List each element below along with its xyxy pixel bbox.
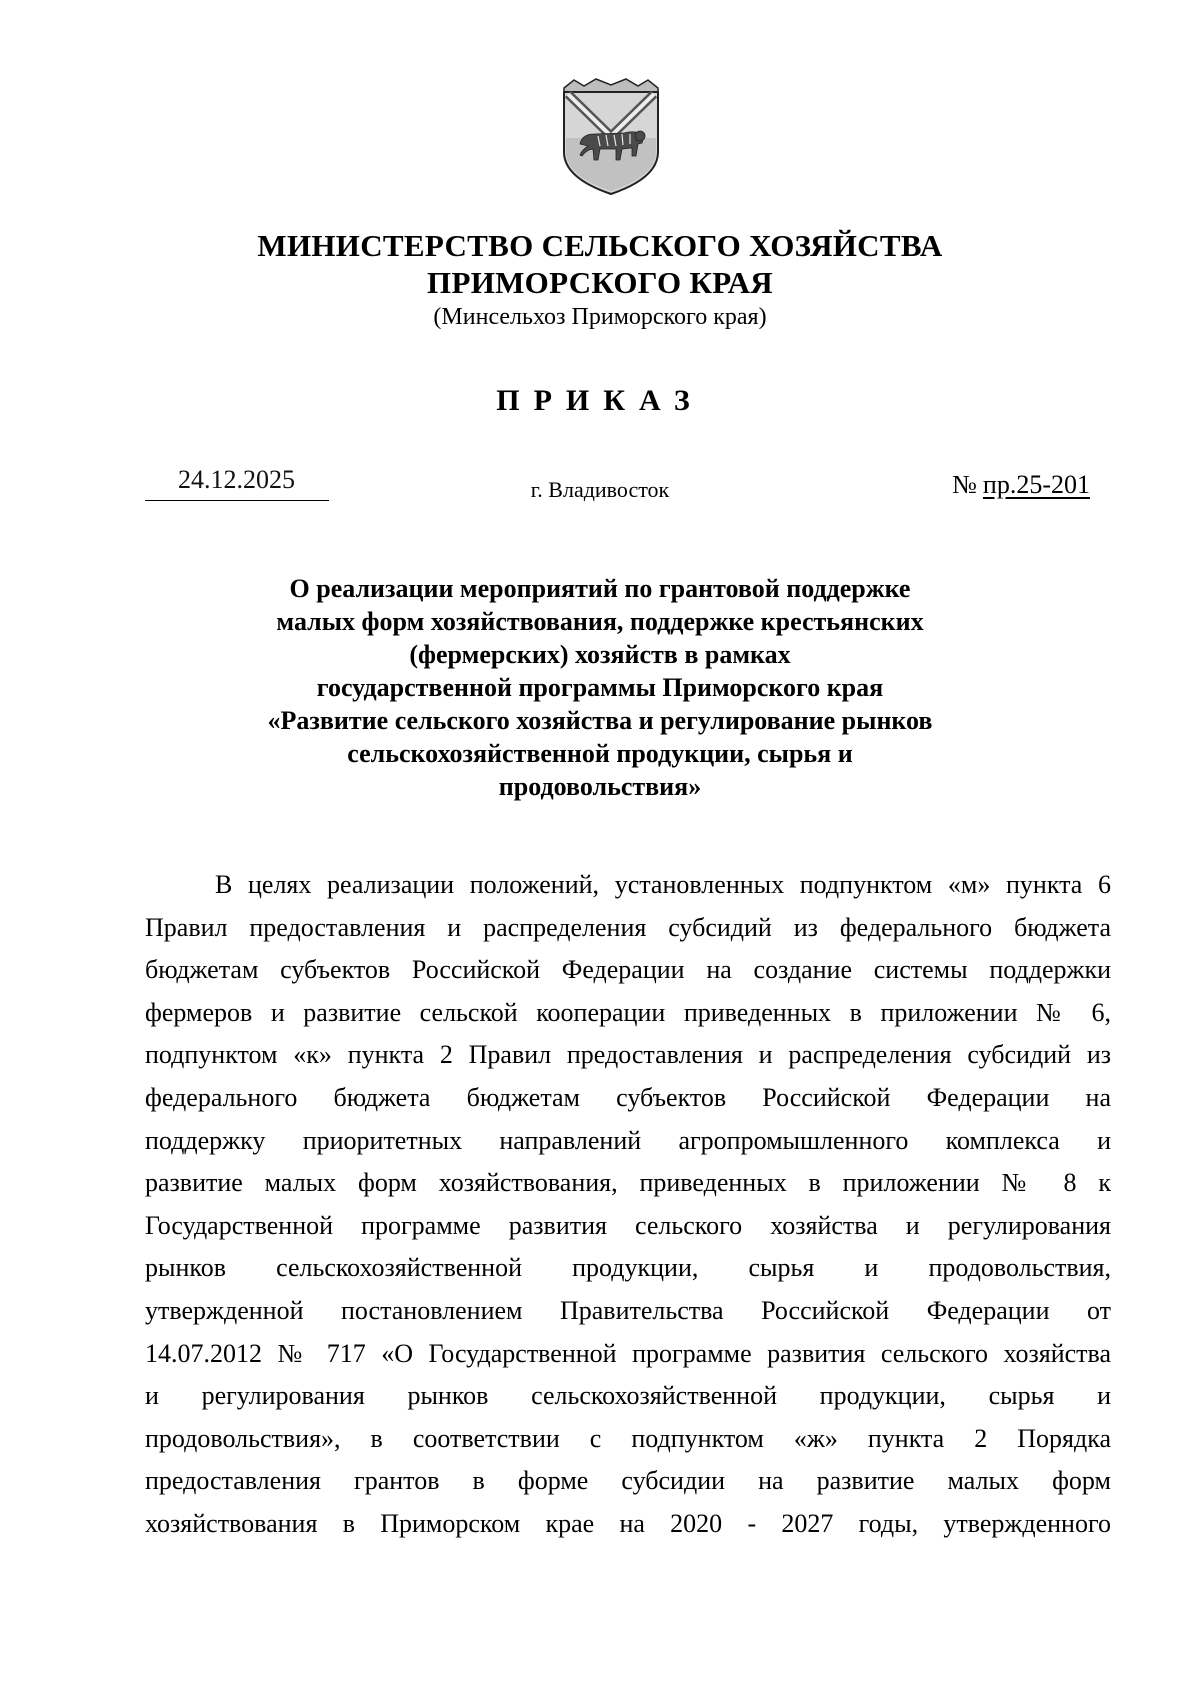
order-body-paragraph [145, 864, 1111, 1546]
body-line: рынков сельскохозяйственной продукции, сырья и продовольствия, [145, 1253, 1111, 1283]
body-line: Государственной программе развития сельского хозяйства и регулирования [145, 1210, 1111, 1240]
number-sign: № [952, 470, 977, 499]
subject-line: сельскохозяйственной продукции, сырья и [347, 739, 853, 768]
body-line: продовольствия», в соответствии с подпунктом «ж» пункта 2 Порядка [145, 1423, 1111, 1453]
subject-line: (фермерских) хозяйств в рамках [409, 640, 791, 669]
body-line: и регулирования рынков сельскохозяйственной продукции, сырья и [145, 1381, 1111, 1411]
city-name: г. Владивосток [530, 477, 670, 502]
order-date: 24.12.2025 [178, 465, 295, 494]
body-line: Правил предоставления и распределения субсидий из федерального бюджета [145, 912, 1111, 942]
organization-title-line1: МИНИСТЕРСТВО СЕЛЬСКОГО ХОЗЯЙСТВА [257, 228, 943, 263]
body-line: поддержку приоритетных направлений агропромышленного комплекса и [145, 1125, 1111, 1155]
body-line: фермеров и развитие сельской кооперации приведенных в приложении № 6, [145, 997, 1111, 1027]
organization-title-line2: ПРИМОРСКОГО КРАЯ [427, 265, 773, 300]
order-number: пр.25-201 [982, 470, 1090, 499]
body-line: федерального бюджета бюджетам субъектов Российской Федерации на [145, 1082, 1111, 1112]
body-line: развитие малых форм хозяйствования, приведенных в приложении № 8 к [145, 1168, 1111, 1198]
body-line: 14.07.2012 № 717 «О Государственной программе развития сельского хозяйства [145, 1338, 1111, 1368]
order-number-block [952, 470, 1090, 500]
subject-line: «Развитие сельского хозяйства и регулирование рынков [267, 706, 933, 735]
primorsky-krai-coat-of-arms-icon [560, 78, 662, 196]
body-line: бюджетам субъектов Российской Федерации на создание системы поддержки [145, 955, 1111, 985]
document-type-heading: ПРИКАЗ [496, 384, 704, 417]
subject-line: государственной программы Приморского края [316, 673, 884, 702]
body-line: предоставления грантов в форме субсидии на развитие малых форм [145, 1466, 1111, 1496]
body-line: хозяйствования в Приморском крае на 2020 - 2027 годы, утвержденного [145, 1508, 1111, 1538]
organization-short-name: (Минсельхоз Приморского края) [433, 304, 767, 330]
body-line: утвержденной постановлением Правительства Российской Федерации от [145, 1295, 1111, 1325]
subject-line: продовольствия» [498, 772, 702, 801]
body-line: подпунктом «к» пункта 2 Правил предоставления и распределения субсидий из [145, 1040, 1111, 1070]
subject-line: малых форм хозяйствования, поддержке крестьянских [276, 607, 924, 636]
subject-line: О реализации мероприятий по грантовой поддержке [289, 574, 911, 603]
order-subject [200, 572, 1000, 803]
body-line: В целях реализации положений, установленных подпунктом «м» пункта 6 [215, 870, 1111, 899]
